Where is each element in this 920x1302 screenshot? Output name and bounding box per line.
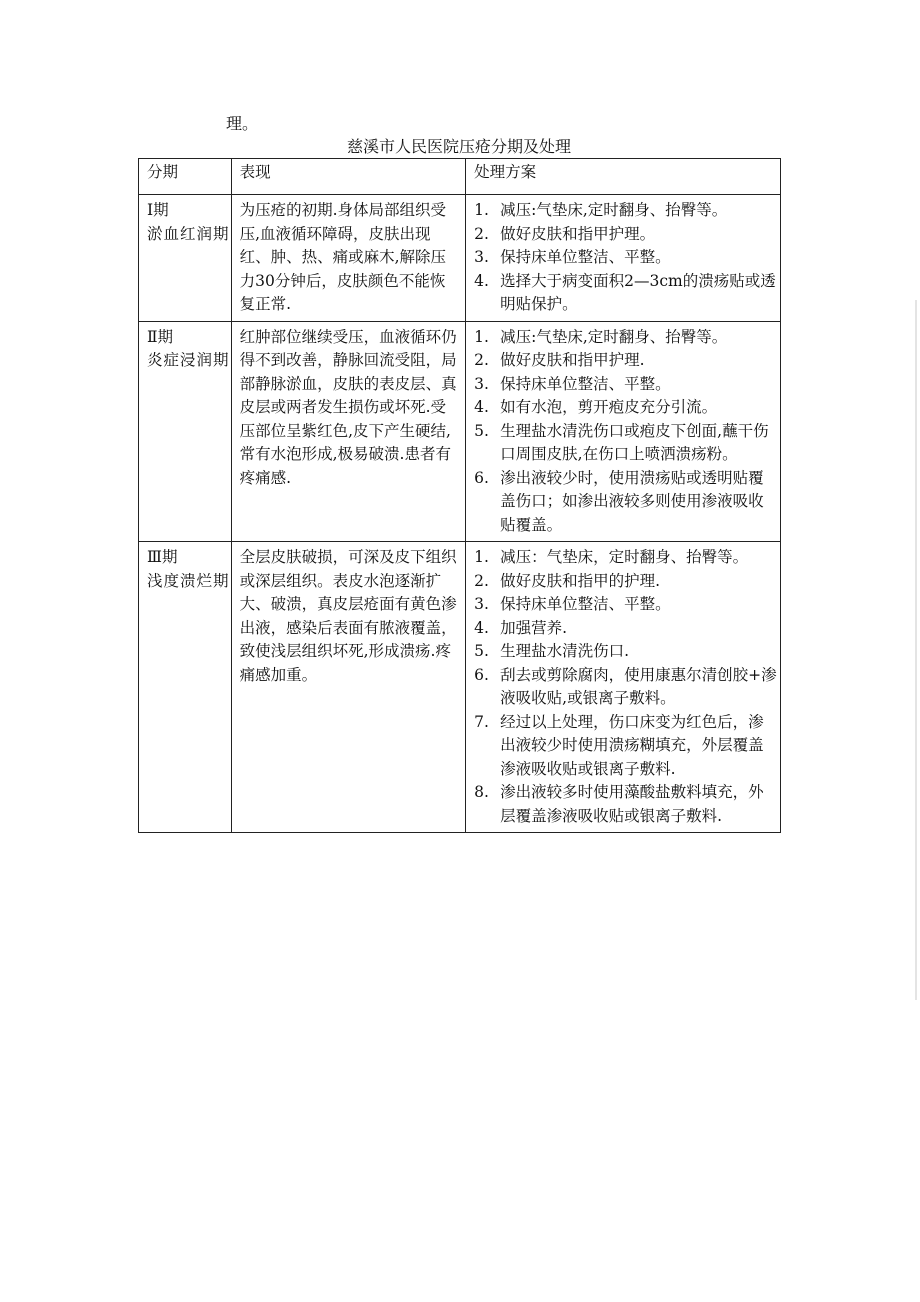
plan-list — [474, 546, 780, 828]
plan-item-number: 3. — [474, 595, 489, 613]
table-body — [139, 195, 781, 833]
stage-label: Ⅱ期 — [147, 327, 174, 346]
plan-item-text: 刮去或剪除腐肉，使用康惠尔清创胶+渗液吸收贴,或银离子敷料。 — [500, 665, 777, 707]
stage-name: 淤血红润期 — [147, 224, 230, 243]
plan-item-text: 选择大于病变面积2—3cm的溃疡贴或透明贴保护。 — [500, 271, 776, 313]
plan-item — [474, 396, 780, 420]
plan-item-number: 1. — [474, 327, 489, 346]
plan-item-text: 生理盐水清洗伤口. — [500, 642, 630, 660]
stage-cell — [139, 542, 232, 833]
plan-item-number: 2. — [474, 571, 489, 590]
table-row — [139, 321, 781, 542]
header-description: 表现 — [231, 159, 466, 195]
plan-list — [474, 326, 780, 538]
description-cell: 为压疮的初期.身体局部组织受压,血液循环障碍，皮肤出现红、肿、热、痛或麻木,解除压力30分钟后，皮肤颜色不能恢复正常. — [231, 195, 466, 322]
plan-item-number: 5. — [474, 421, 489, 440]
stage-label: Ⅰ期 — [147, 201, 169, 219]
plan-item-number: 6. — [474, 468, 489, 487]
plan-item — [474, 664, 780, 711]
plan-item — [474, 246, 780, 270]
plan-item-text: 生理盐水清洗伤口或疱皮下创面,蘸干伤口周围皮肤,在伤口上喷洒溃疡粉。 — [500, 421, 769, 463]
plan-item — [474, 373, 780, 397]
plan-item-number: 3. — [474, 248, 489, 266]
plan-item — [474, 270, 780, 317]
description-cell: 红肿部位继续受压，血液循环仍得不到改善，静脉回流受阻，局部静脉淤血，皮肤的表皮层、真皮层或两者发生损伤或坏死.受压部位呈紫红色,皮下产生硬结,常有水泡形成,极易破溃.患者有疼痛感. — [231, 321, 466, 542]
plan-item-number: 4. — [474, 271, 489, 290]
plan-item-number: 8. — [474, 783, 489, 801]
plan-item-text: 保持床单位整洁、平整。 — [500, 595, 671, 613]
plan-item-number: 2. — [474, 224, 489, 243]
page-edge-divider — [915, 300, 917, 1000]
plan-item — [474, 326, 780, 350]
plan-item-text: 做好皮肤和指甲护理. — [500, 351, 645, 369]
plan-item-text: 减压:气垫床,定时翻身、抬臀等。 — [500, 201, 728, 219]
plan-item-number: 6. — [474, 665, 489, 684]
plan-item — [474, 467, 780, 538]
plan-item — [474, 223, 780, 247]
plan-item — [474, 781, 780, 828]
plan-item — [474, 546, 780, 570]
stage-name: 炎症浸润期 — [147, 351, 230, 369]
plan-item-text: 保持床单位整洁、平整。 — [500, 248, 671, 266]
plan-item-number: 5. — [474, 642, 489, 660]
description-cell: 全层皮肤破损，可深及皮下组织或深层组织。表皮水泡逐渐扩大、破溃，真皮层疮面有黄色渗出液，感染后表面有脓液覆盖，致使浅层组织坏死,形成溃疡.疼痛感加重。 — [231, 542, 466, 833]
plan-cell — [466, 542, 781, 833]
plan-item — [474, 617, 780, 641]
table-row — [139, 542, 781, 833]
plan-item-number: 1. — [474, 201, 489, 219]
stage-name: 浅度溃烂期 — [147, 571, 230, 590]
plan-item-text: 加强营养. — [500, 618, 568, 637]
plan-item — [474, 570, 780, 594]
plan-item-text: 渗出液较少时，使用溃疡贴或透明贴覆盖伤口；如渗出液较多则使用渗液吸收贴覆盖。 — [500, 468, 764, 534]
pressure-ulcer-table — [138, 158, 781, 833]
stage-cell — [139, 321, 232, 542]
plan-list — [474, 199, 780, 317]
plan-item — [474, 199, 780, 223]
table-row — [139, 195, 781, 322]
table-title: 慈溪市人民医院压疮分期及处理 — [346, 137, 571, 156]
plan-item-text: 减压:气垫床,定时翻身、抬臀等。 — [500, 327, 728, 346]
plan-item-text: 减压：气垫床，定时翻身、抬臀等。 — [500, 548, 749, 566]
plan-item-text: 经过以上处理，伤口床变为红色后，渗出液较少时使用溃疡糊填充，外层覆盖渗液吸收贴或银离子敷料. — [500, 712, 764, 778]
plan-item-number: 4. — [474, 398, 489, 416]
plan-item-number: 2. — [474, 351, 489, 369]
plan-item — [474, 711, 780, 782]
plan-item — [474, 420, 780, 467]
header-plan: 处理方案 — [466, 159, 781, 195]
plan-item — [474, 593, 780, 617]
plan-item-number: 3. — [474, 374, 489, 393]
plan-item-text: 保持床单位整洁、平整。 — [500, 374, 671, 393]
plan-item-text: 渗出液较多时使用藻酸盐敷料填充，外层覆盖渗液吸收贴或银离子敷料. — [500, 783, 764, 825]
plan-item-text: 做好皮肤和指甲护理。 — [500, 224, 656, 243]
plan-cell — [466, 195, 781, 322]
plan-item-text: 如有水泡，剪开疱皮充分引流。 — [500, 398, 718, 416]
plan-item — [474, 640, 780, 664]
lead-text: 理。 — [226, 114, 259, 133]
header-stage: 分期 — [139, 159, 232, 195]
stage-cell — [139, 195, 232, 322]
plan-item-text: 做好皮肤和指甲的护理. — [500, 571, 661, 590]
plan-item-number: 7. — [474, 712, 489, 731]
plan-item — [474, 349, 780, 373]
header-row — [139, 159, 781, 195]
stage-label: Ⅲ期 — [147, 548, 178, 566]
plan-cell — [466, 321, 781, 542]
plan-item-number: 4. — [474, 618, 489, 637]
plan-item-number: 1. — [474, 548, 489, 566]
